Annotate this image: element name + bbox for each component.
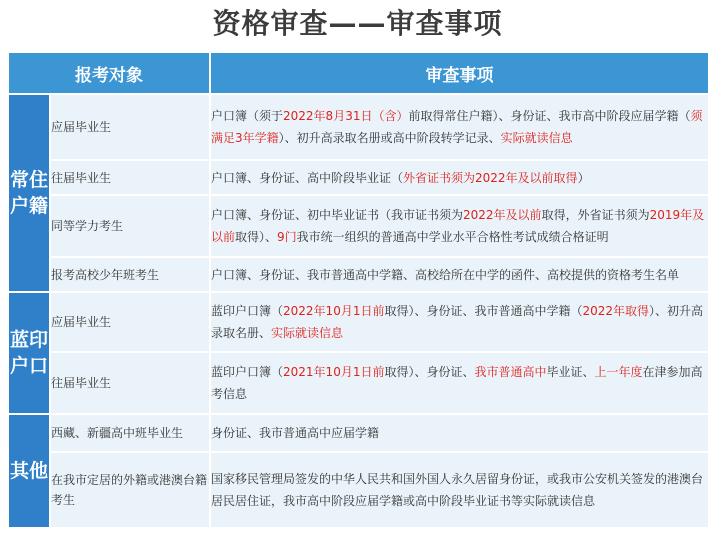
requirement-cell	[210, 292, 709, 352]
highlighted-text: 实际就读信息	[271, 326, 344, 340]
highlighted-text: 实际就读信息	[500, 131, 573, 145]
table-row	[8, 257, 709, 292]
highlighted-text: 2022年取得	[582, 304, 650, 318]
requirement-text: 国家移民管理局签发的中华人民共和国外国人永久居留身份证，或我市公安机关签发的港澳台居民居住证，我市高中阶段应届学籍或高中阶段毕业证书等实际就读信息	[211, 472, 704, 508]
subject-cell: 应届毕业生	[50, 94, 210, 160]
table-row	[8, 195, 709, 257]
table-row	[8, 160, 709, 195]
requirement-text: 身份证、我市普通高中应届学籍	[211, 426, 380, 440]
category-label: 蓝印 户口	[9, 329, 48, 377]
requirement-text: 取得）、	[235, 230, 278, 244]
table-row	[8, 292, 709, 352]
requirement-text: ）、初升高录取名册或高中阶段转学记录、	[278, 131, 501, 145]
requirement-text: 蓝印户口簿（	[211, 304, 284, 318]
category-blue-seal-residence	[8, 292, 50, 414]
requirement-text: 取得）、身份证、我市普通高中学籍（	[384, 304, 583, 318]
requirement-text: 户口簿、身份证、我市普通高中学籍、高校给所在中学的函件、高校提供的资格考生名单	[211, 267, 680, 282]
table-row	[8, 352, 709, 414]
highlighted-text: 须满足3年学籍	[211, 109, 703, 145]
requirement-cell	[210, 414, 709, 452]
highlighted-text: 2022年10月1日前	[283, 304, 385, 318]
requirement-cell	[210, 160, 709, 195]
requirement-text: 取得，外省证书须为	[541, 208, 650, 222]
highlighted-text: 9门	[277, 230, 297, 244]
category-permanent-residence	[8, 94, 50, 292]
highlighted-text: 外省证书须为2022年及以前取得	[403, 170, 578, 185]
highlighted-text: 2019年及以前	[211, 208, 705, 244]
highlighted-text: 上一年度	[594, 365, 643, 379]
category-label: 其他	[9, 460, 48, 482]
requirement-text: 毕业证、	[546, 365, 595, 379]
header-items: 审查事项	[210, 52, 709, 94]
subject-cell: 应届毕业生	[50, 292, 210, 352]
requirement-text: ）	[577, 170, 590, 185]
requirement-cell	[210, 452, 709, 528]
requirement-text: 取得）、身份证、	[384, 365, 475, 379]
table-header-row	[8, 52, 709, 94]
table-row	[8, 414, 709, 452]
table-row	[8, 452, 709, 528]
requirement-text: ）、初升高录取名册、	[211, 304, 704, 340]
requirement-text: 户口簿（须于	[211, 109, 284, 123]
subject-cell: 在我市定居的外籍或港澳台籍考生	[50, 452, 210, 528]
requirement-text: 我市统一组织的普通高中学业水平合格性考试成绩合格证明	[296, 230, 609, 244]
header-subject: 报考对象	[8, 52, 210, 94]
highlighted-text: 2022年8月31日（含）	[283, 109, 409, 123]
requirement-text: 户口簿、身份证、初中毕业证书（我市证书须为	[211, 208, 464, 222]
subject-cell: 往届毕业生	[50, 160, 210, 195]
subject-cell: 往届毕业生	[50, 352, 210, 414]
page-title: 资格审查——审查事项	[212, 7, 503, 40]
category-other	[8, 414, 50, 528]
requirement-cell	[210, 94, 709, 160]
requirement-text: 前取得常住户籍）、身份证、我市高中阶段应届学籍（	[408, 109, 691, 123]
review-table	[7, 51, 710, 529]
requirement-text: 户口簿、身份证、高中阶段毕业证（	[211, 170, 404, 185]
requirement-cell	[210, 257, 709, 292]
requirement-text: 蓝印户口簿（	[211, 365, 284, 379]
subject-cell: 同等学力考生	[50, 195, 210, 257]
category-label: 常住 户籍	[9, 169, 48, 217]
highlighted-text: 我市普通高中	[474, 365, 547, 379]
highlighted-text: 2021年10月1日前	[283, 365, 385, 379]
subject-cell: 西藏、新疆高中班毕业生	[50, 414, 210, 452]
requirement-cell	[210, 195, 709, 257]
subject-cell: 报考高校少年班考生	[50, 257, 210, 292]
table-row	[8, 94, 709, 160]
highlighted-text: 2022年及以前	[463, 208, 542, 222]
requirement-text: 在津参加高考信息	[211, 365, 703, 401]
requirement-cell	[210, 352, 709, 414]
